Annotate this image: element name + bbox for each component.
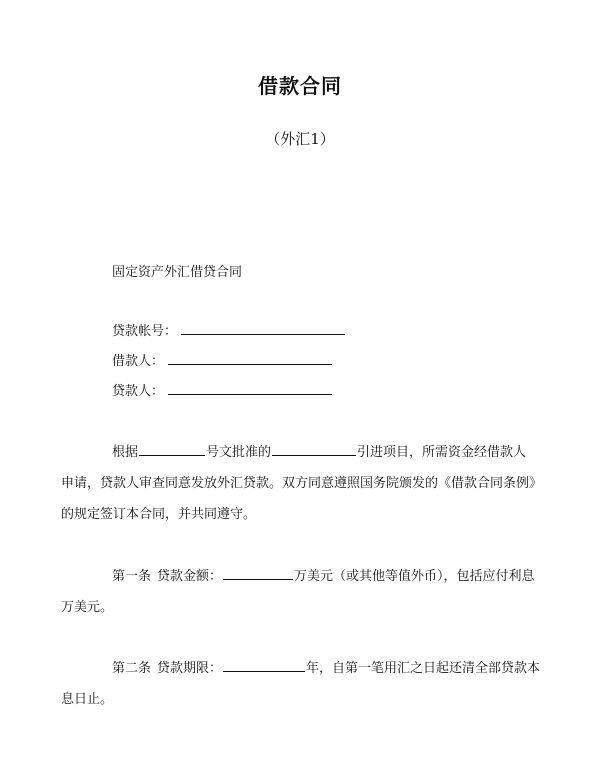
lender-field: [112, 380, 333, 399]
borrower-blank[interactable]: [168, 352, 332, 365]
article-1-number: 第一条: [112, 569, 152, 584]
article-1-line-1: [112, 565, 535, 584]
lender-blank[interactable]: [168, 382, 332, 395]
article-1-text: 万美元（或其他等值外币），包括应付利息: [294, 569, 535, 584]
article-1-line-2: 万美元。: [61, 600, 114, 615]
account-field: [112, 320, 346, 339]
article-2-line-1: [112, 657, 541, 676]
borrower-label: 借款人：: [112, 354, 165, 369]
article-2-line-2: 息日止。: [61, 692, 114, 707]
approval-number-blank[interactable]: [139, 443, 205, 456]
loan-amount-blank[interactable]: [223, 567, 293, 580]
document-title: 借款合同: [258, 74, 342, 98]
preamble-line-1: [112, 441, 527, 460]
article-2-number: 第二条: [112, 661, 152, 676]
article-1-label: 贷款金额：: [157, 569, 223, 584]
account-label: 贷款帐号：: [112, 324, 178, 339]
preamble-line-2: 申请，贷款人审查同意发放外汇贷款。双方同意遵照国务院颁发的《借款合同条例》: [61, 476, 543, 491]
article-2-text: 年，自第一笔用汇之日起还清全部贷款本: [306, 661, 541, 676]
preamble-text-b: 号文批准的: [206, 445, 272, 460]
contract-type: 固定资产外汇借贷合同: [112, 265, 243, 280]
preamble-text-c: 引进项目，所需资金经借款人: [357, 445, 527, 460]
article-2-label: 贷款期限：: [157, 661, 223, 676]
loan-term-blank[interactable]: [223, 659, 305, 672]
account-blank[interactable]: [181, 322, 345, 335]
lender-label: 贷款人：: [112, 384, 165, 399]
project-name-blank[interactable]: [272, 443, 356, 456]
preamble-text-a: 根据: [112, 445, 139, 460]
preamble-line-3: 的规定签订本合同，并共同遵守。: [61, 507, 257, 522]
borrower-field: [112, 350, 333, 369]
document-subtitle: （外汇1）: [265, 130, 335, 148]
